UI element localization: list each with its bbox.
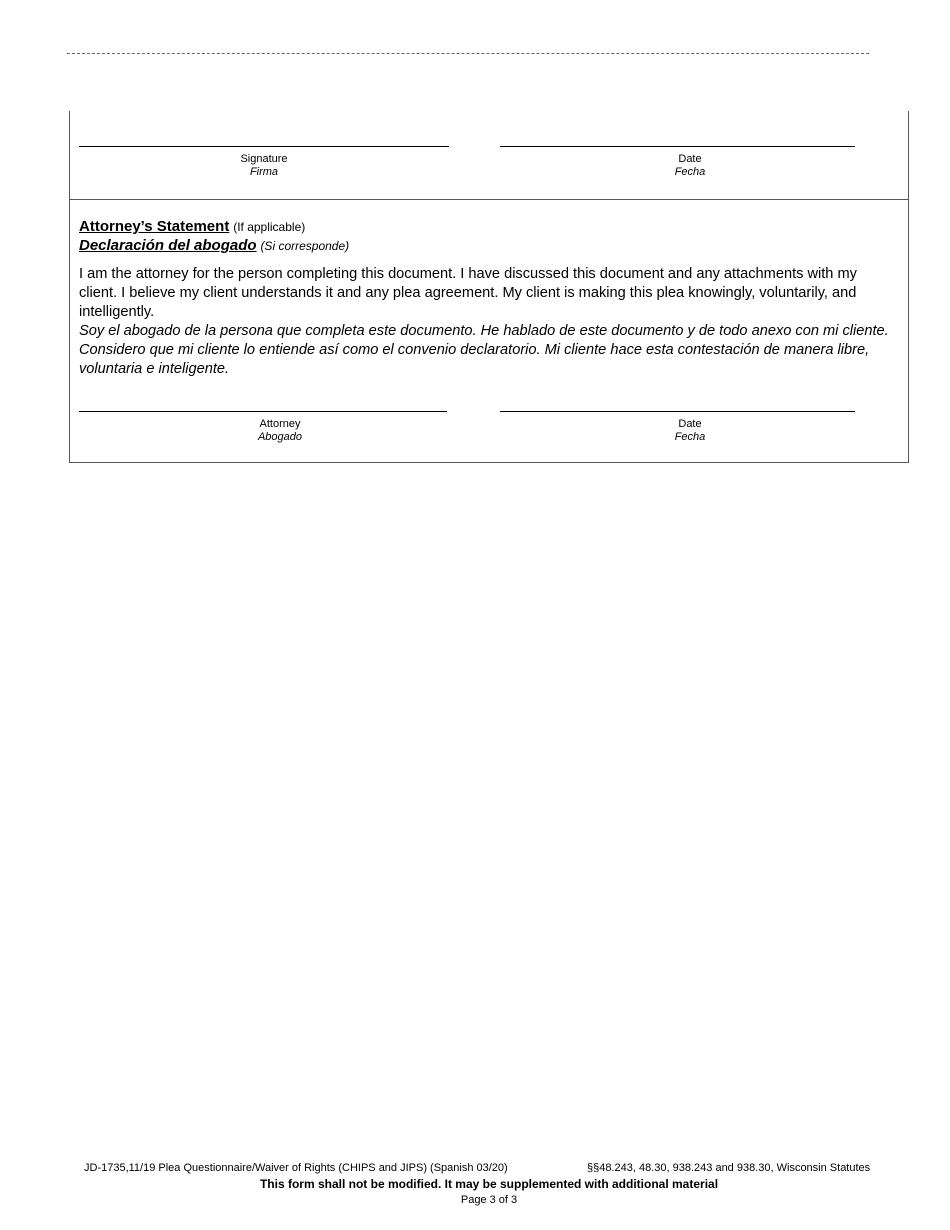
section-divider bbox=[70, 199, 908, 200]
attorney-heading-note-es: (Si corresponde) bbox=[260, 239, 350, 253]
date-label-es: Fecha bbox=[674, 166, 706, 178]
date-line[interactable] bbox=[500, 146, 855, 147]
date-label: Date bbox=[678, 153, 702, 165]
attorney-date-caption bbox=[500, 418, 880, 444]
attorney-date-label: Date bbox=[678, 418, 702, 430]
attorney-signature-line[interactable] bbox=[79, 411, 447, 412]
signature-caption bbox=[79, 153, 449, 179]
attorney-statement-body bbox=[79, 265, 894, 379]
attorney-date-label-es: Fecha bbox=[674, 431, 706, 443]
attorney-body-en: I am the attorney for the person completing this document. I have discussed this document and any attachments with my client. I believe my client understands it and any plea agreement. My client is making this plea knowingly, voluntarily, and intelligently. bbox=[79, 266, 857, 320]
attorney-statement-heading bbox=[79, 218, 305, 235]
form-section bbox=[69, 111, 909, 463]
attorney-heading-es: Declaración del abogado bbox=[79, 237, 257, 254]
page-number: Page 3 of 3 bbox=[460, 1194, 518, 1206]
signature-line[interactable] bbox=[79, 146, 449, 147]
attorney-caption bbox=[79, 418, 481, 444]
footer-notice: This form shall not be modified. It may be supplemented with additional material bbox=[259, 1177, 719, 1191]
date-caption bbox=[500, 153, 880, 179]
attorney-label-es: Abogado bbox=[257, 431, 303, 443]
attorney-body-es: Soy el abogado de la persona que completa este documento. He hablado de este documento y de todo anexo con mi cliente. Considero que mi cliente lo entiende así como el convenio declaratorio. Mi cliente hace esta contestación de manera libre, voluntaria e inteligente. bbox=[79, 323, 889, 377]
signature-label: Signature bbox=[240, 153, 288, 165]
attorney-heading-note-en: (If applicable) bbox=[233, 220, 306, 234]
footer-statutes: §§48.243, 48.30, 938.243 and 938.30, Wisconsin Statutes bbox=[587, 1162, 871, 1174]
attorney-date-line[interactable] bbox=[500, 411, 855, 412]
attorney-statement-heading-es bbox=[79, 237, 349, 254]
attorney-label: Attorney bbox=[259, 418, 301, 430]
footer-form-id: JD-1735,11/19 Plea Questionnaire/Waiver of Rights (CHIPS and JIPS) (Spanish 03/20) bbox=[84, 1162, 508, 1174]
signature-label-es: Firma bbox=[249, 166, 279, 178]
header-rule bbox=[67, 53, 869, 54]
attorney-heading-en: Attorney’s Statement bbox=[79, 218, 230, 235]
